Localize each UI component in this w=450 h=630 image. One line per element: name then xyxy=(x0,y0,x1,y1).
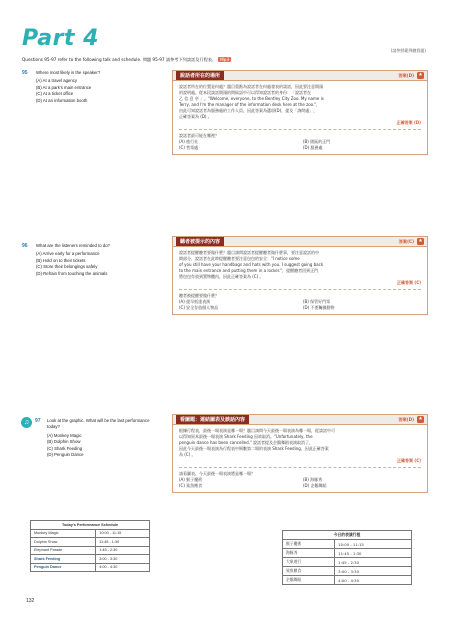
table-title: Today's Performance Schedule xyxy=(31,521,150,530)
event-name: 企鵝舞蹈 xyxy=(283,576,335,585)
event-name: 海豚秀 xyxy=(283,549,335,558)
event-name: 大象遊行 xyxy=(283,558,335,567)
option[interactable]: (B) At a park's main entrance xyxy=(36,84,92,90)
translated-choices xyxy=(179,139,421,151)
option[interactable]: (A) At a travel agency xyxy=(36,78,78,84)
question-translation: 請看圖表。今天最後一場表演將是哪一場？ xyxy=(179,471,255,476)
explanation-body xyxy=(173,81,427,154)
explanation-title: 聽者被提示的內容 xyxy=(176,237,224,246)
instructions-text: Questions 95-97 refer to the following talk and schedule. 問題 95-97 請參考下列談話及行程表。 xyxy=(22,57,217,62)
body-line: 由此可知說話者為服務處的工作人員，因此答案為選項(D)，提及「詢問處」， xyxy=(179,108,318,113)
event-time: 1:45 - 2:30 xyxy=(335,558,412,567)
body-line: 說話者提醒聽者要做什麼？題目詢問說話者提醒聽者做什麼事，要注意說話的中 xyxy=(179,250,319,255)
choice: (D) 企鵝舞蹈 xyxy=(303,483,327,488)
answer-label: 答案(C) xyxy=(398,238,414,244)
audio-speaker-icon[interactable]: ♫ xyxy=(21,417,32,428)
star-icon: ★ xyxy=(418,416,423,422)
question-96 xyxy=(22,243,150,277)
explanation-box-97 xyxy=(172,414,428,493)
event-time: 4:00 - 4:30 xyxy=(96,563,150,572)
option[interactable]: (C) Store their belongings safely xyxy=(36,264,98,270)
option[interactable]: (B) Hold on to their tickets xyxy=(36,257,86,263)
options-list xyxy=(36,78,150,104)
body-line: 為 (C) 。 xyxy=(179,452,196,457)
table-row xyxy=(31,546,150,555)
translated-choices xyxy=(179,299,421,311)
choice: (C) 售票處 xyxy=(179,145,199,150)
schedule-table-en xyxy=(30,520,150,572)
body-line: of you still have your handbags and hats with you. I suggest going back xyxy=(179,262,324,267)
part-title: Part 4 xyxy=(22,26,99,51)
body-line: 將包包存放到置物櫃內，因此正確答案為 (C) 。 xyxy=(179,274,264,279)
event-name: 鯊魚餵食 xyxy=(283,567,335,576)
correct-answer: 正確答案 (C) xyxy=(397,280,421,285)
option[interactable]: (D) Penguin Dance xyxy=(47,452,84,458)
event-time: 4:00 - 4:30 xyxy=(335,576,412,585)
divider xyxy=(179,289,421,290)
answer-label: 答案(D) xyxy=(398,72,414,78)
body-line: 說話者所在的位置是何處？題目重點為說話者在何處發表的談話，因此要注意開頭 xyxy=(179,84,323,89)
table-row xyxy=(283,540,412,549)
event-name: Penguin Dance xyxy=(31,563,96,572)
question-translation: 聽者被提醒要做什麼？ xyxy=(179,293,219,298)
event-time: 1:45 - 2:30 xyxy=(96,546,150,555)
event-time: 10:00 - 11:15 xyxy=(335,540,412,549)
event-name: Shark Feeding xyxy=(31,555,96,564)
choice: (A) 提早抵達表演 xyxy=(179,299,211,304)
table-row xyxy=(31,563,150,572)
choice: (B) 海豚秀 xyxy=(303,477,323,482)
table-row xyxy=(283,576,412,585)
explanation-box-96 xyxy=(172,236,428,315)
translated-choices xyxy=(179,477,421,489)
event-name: Monkey Magic xyxy=(31,529,96,538)
schedule-table-zh xyxy=(282,530,412,585)
option[interactable]: (C) Shark Feeding xyxy=(47,445,83,451)
body-line: to the main entrance and putting them in a locker."，提醒聽者回到正門 xyxy=(179,268,319,273)
star-icon: ★ xyxy=(418,238,423,244)
event-time: 11:45 - 1:30 xyxy=(96,538,150,547)
correct-answer: 正確答案 (D) xyxy=(396,120,421,125)
body-line: 正確答案為 (D) 。 xyxy=(179,114,212,119)
explanation-body xyxy=(173,425,427,492)
answer-label: 答案(D) xyxy=(398,416,414,422)
choice: (A) 猴子魔術 xyxy=(179,477,203,482)
choice: (D) 不要觸摸動物 xyxy=(303,305,335,310)
body-line: 乙 信 息 亭 」。"Welcome, everyone, to the Bentley City Zoo. My name is xyxy=(179,96,324,101)
question-number: 97 xyxy=(35,418,41,424)
question-text: What are the listeners reminded to do? xyxy=(36,243,111,248)
choice: (B) 園區的正門 xyxy=(303,139,331,144)
explanation-title: 看圖題：連結圖表及談話內容 xyxy=(176,415,249,424)
option[interactable]: (A) Arrive early for a performance xyxy=(36,251,100,257)
choice: (C) 安全存放個人物品 xyxy=(179,305,219,310)
explanation-box-95 xyxy=(172,70,428,155)
choice: (B) 保管好門票 xyxy=(303,299,331,304)
explanation-header xyxy=(173,415,427,425)
table-row xyxy=(283,549,412,558)
explanation-title: 說話者所在的場所 xyxy=(176,71,224,80)
event-name: Elephant Parade xyxy=(31,546,96,555)
explanation-body xyxy=(173,247,427,314)
body-line: penguin dance has been cancelled." 說話者提及企鵝舞蹈表演取消了， xyxy=(179,440,314,445)
option[interactable]: (B) Dolphin Show xyxy=(47,439,81,445)
body-line: 間部分，說話者在此時提醒聽者要注意包包的安全："I notice some xyxy=(179,256,300,261)
question-95 xyxy=(22,70,150,104)
page-number: 132 xyxy=(26,598,35,604)
divider xyxy=(179,467,421,468)
choice: (C) 鯊魚餵食 xyxy=(179,483,203,488)
option[interactable]: (A) Monkey Magic xyxy=(47,432,82,438)
body-line: Terry, and I'm the manager of the information desk here at the zoo."， xyxy=(179,102,321,107)
event-time: 3:00 - 3:30 xyxy=(335,567,412,576)
question-97 xyxy=(22,418,150,458)
table-row xyxy=(31,538,150,547)
choice: (D) 服務處 xyxy=(303,145,323,150)
body-line: 的說明處。從本段談話開頭的問候語中可以得知說話者的身份：「說話者在 xyxy=(179,90,311,95)
audio-badge[interactable]: Mp3 xyxy=(220,57,230,62)
option[interactable]: (D) Refrain from touching the animals xyxy=(36,270,108,276)
choice: (A) 旅行社 xyxy=(179,139,199,144)
question-text: Where most likely is the speaker? xyxy=(36,70,101,75)
table-row xyxy=(283,567,412,576)
top-tag: (請參照範例聽寫題) xyxy=(390,48,426,53)
event-time: 3:00 - 3:30 xyxy=(96,555,150,564)
question-translation: 說話者最可能在哪裡？ xyxy=(179,133,219,138)
star-icon: ★ xyxy=(418,72,423,78)
question-text: Look at the graphic. What will be the last performance today? xyxy=(47,418,150,430)
table-row xyxy=(31,555,150,564)
options-list xyxy=(47,433,150,459)
table-title: 今日的表演行程 xyxy=(283,531,412,540)
event-time: 11:45 - 1:30 xyxy=(335,549,412,558)
body-line: 因此今天最後一場表演為行程表中倒數第二場的表演 Shark Feeding，因此正確答案 xyxy=(179,446,329,451)
table-row xyxy=(31,529,150,538)
explanation-header xyxy=(173,237,427,247)
option[interactable]: (C) At a ticket office xyxy=(36,91,74,97)
event-time: 10:00 - 11:15 xyxy=(96,529,150,538)
correct-answer: 正確答案 (C) xyxy=(397,458,421,463)
options-list xyxy=(36,251,150,277)
question-number: 95 xyxy=(22,70,28,76)
explanation-header xyxy=(173,71,427,81)
event-name: Dolphin Show xyxy=(31,538,96,547)
table-row xyxy=(283,558,412,567)
event-name: 猴子魔術 xyxy=(283,540,335,549)
question-number: 96 xyxy=(22,243,28,249)
body-line: 以得知原本最後一場表演 Shark Feeding 因故取消。"Unfortunately, the xyxy=(179,434,313,439)
instructions xyxy=(22,57,231,63)
body-line: 根據行程表，最後一場表演是哪一場？題目詢問今天最後一場表演為哪一場，從談話中可 xyxy=(179,428,335,433)
divider xyxy=(179,129,421,130)
option[interactable]: (D) At an information booth xyxy=(36,97,88,103)
